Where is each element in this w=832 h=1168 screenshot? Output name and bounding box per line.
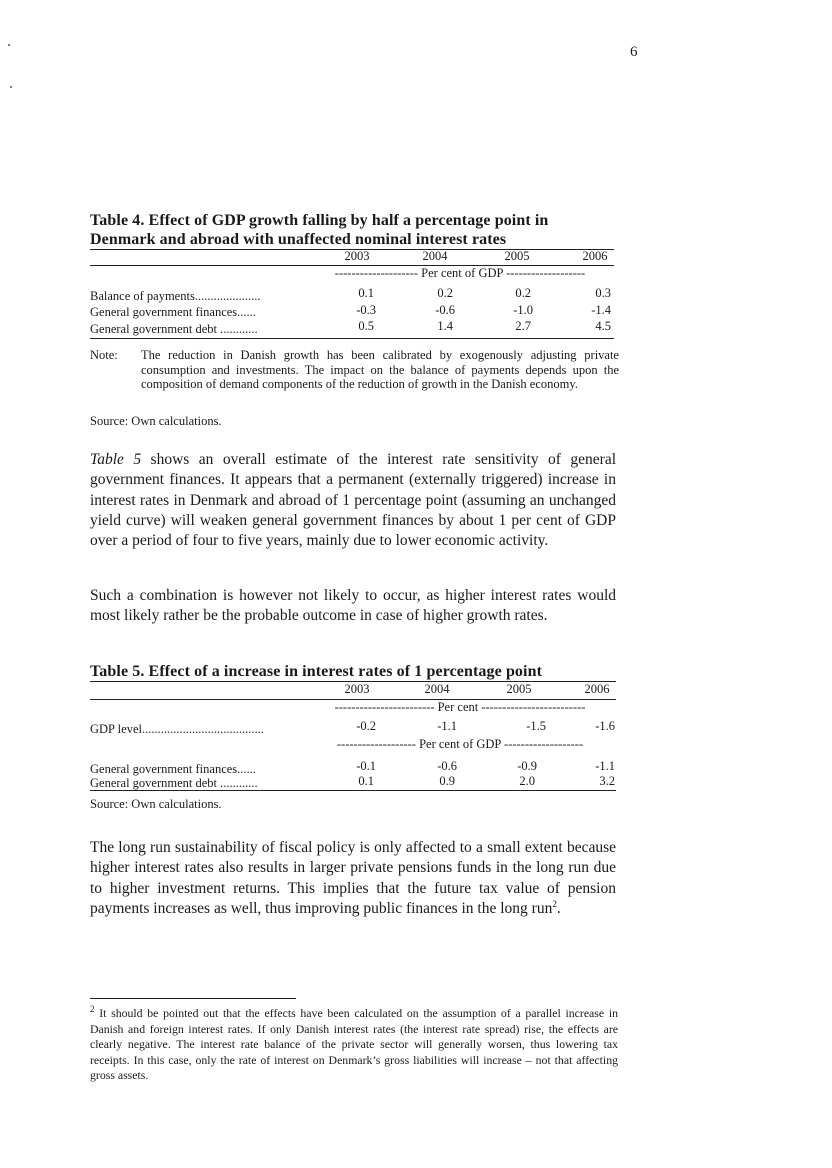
table-4-row-label: Balance of payments..................... <box>90 289 261 303</box>
table-5-cell: -0.1 <box>356 759 376 773</box>
footnote-rule <box>90 998 296 999</box>
table-4-note-label: Note: <box>90 348 118 362</box>
footnote-reference-2: 2 <box>552 898 557 909</box>
table-4-cell: -1.0 <box>513 303 533 317</box>
table-4-year-header: 2003 <box>344 249 370 263</box>
table-5-row-label: General government finances...... <box>90 762 256 776</box>
table-4-cell: 0.5 <box>358 319 374 333</box>
body-paragraph-1-text: shows an overall estimate of the interest rate sensitivity of general government finances. It appears that a permanent (externally triggered) increase in interest rates in Denmark and abroad of 1 percentage point (assuming an unchanged yield curve) will weaken general government finances by about 1 per cent of GDP over a period of four to five years, mainly due to lower economic activity. <box>90 451 617 550</box>
table-5-cell: 0.9 <box>439 774 455 788</box>
table-4-note-text: The reduction in Danish growth has been calibrated by exogenously adjusting private consumption and investments. The impact on the balance of payments depends upon the composition of demand components of the reduction of growth in the Danish economy. <box>141 348 619 391</box>
table-5-cell: -1.1 <box>437 719 457 733</box>
table-5-year-header: 2004 <box>424 682 450 696</box>
table-4-cell: 0.2 <box>515 286 531 300</box>
table-4-cell: 2.7 <box>515 319 531 333</box>
scan-speck <box>8 44 10 46</box>
table-5-unit-label-per-cent: ------------------------ Per cent ------------------------- <box>334 700 586 714</box>
table-5-cell: 0.1 <box>358 774 374 788</box>
table-5-unit-label-per-cent-of-gdp: ------------------- Per cent of GDP ------------------- <box>336 737 584 751</box>
table-5-year-header: 2005 <box>506 682 532 696</box>
table-4-cell: 0.3 <box>595 286 611 300</box>
footnote-2 <box>90 1006 618 1084</box>
table-5-bottom-rule <box>90 790 616 791</box>
table-4-unit-label: -------------------- Per cent of GDP ------------------- <box>334 266 586 280</box>
table-5-cell: -1.6 <box>595 719 615 733</box>
table-4-title-line-2: Denmark and abroad with unaffected nominal interest rates <box>90 231 507 248</box>
table-5-reference: Table 5 <box>90 451 142 468</box>
table-4-title-line-1: Table 4. Effect of GDP growth falling by half a percentage point in <box>90 212 549 229</box>
footnote-text: It should be pointed out that the effects have been calculated on the assumption of a parallel increase in Danish and foreign interest rates. If only Danish interest rates (the interest rate spread) rise, the effects are clearly negative. The interest rate balance of the private sector will generally worsen, thus lowering tax receipts. In this case, only the rate of interest on Denmark’s gross liabilities will increase – not that affecting gross assets. <box>90 1006 618 1082</box>
table-5-cell: 3.2 <box>599 774 615 788</box>
table-4-cell: -1.4 <box>591 303 611 317</box>
table-5-cell: -1.1 <box>595 759 615 773</box>
table-5-row-label: General government debt ............ <box>90 776 258 790</box>
table-4-source: Source: Own calculations. <box>90 414 222 428</box>
table-5-title: Table 5. Effect of a increase in interest rates of 1 percentage point <box>90 663 543 680</box>
table-4-row-label: General government debt ............ <box>90 322 258 336</box>
table-4-year-header: 2006 <box>582 249 608 263</box>
table-4-cell: -0.3 <box>356 303 376 317</box>
table-4-year-header: 2005 <box>504 249 530 263</box>
table-5-cell: -0.9 <box>517 759 537 773</box>
table-4-cell: -0.6 <box>435 303 455 317</box>
table-5-year-header: 2006 <box>584 682 610 696</box>
table-5-year-header: 2003 <box>344 682 370 696</box>
scan-speck <box>10 86 12 88</box>
footnote-mark: 2 <box>90 1004 95 1015</box>
table-5-cell: -0.6 <box>437 759 457 773</box>
table-5-source: Source: Own calculations. <box>90 797 222 811</box>
body-paragraph-3 <box>90 838 616 919</box>
table-4-row-label: General government finances...... <box>90 305 256 319</box>
page-number: 6 <box>630 44 638 60</box>
table-4-cell: 1.4 <box>437 319 453 333</box>
table-5-cell: 2.0 <box>519 774 535 788</box>
body-paragraph-3-text: The long run sustainability of fiscal policy is only affected to a small extent because higher interest rates also results in larger private pensions funds in the long run due to higher investment returns. This implies that the future tax value of pension payments increases as well, thus improving public finances in the long run <box>90 839 616 917</box>
table-4-year-header: 2004 <box>422 249 448 263</box>
body-paragraph-1 <box>90 450 616 551</box>
table-4-cell: 4.5 <box>595 319 611 333</box>
table-5-cell: -1.5 <box>526 719 546 733</box>
table-4-bottom-rule <box>90 338 614 339</box>
body-paragraph-3-end: . <box>556 899 561 917</box>
table-4-cell: 0.1 <box>358 286 374 300</box>
body-paragraph-2: Such a combination is however not likely to occur, as higher interest rates would most likely rather be the probable outcome in case of higher growth rates. <box>90 587 616 625</box>
table-4-cell: 0.2 <box>437 286 453 300</box>
table-5-cell: -0.2 <box>356 719 376 733</box>
table-5-row-label: GDP level....................................... <box>90 722 264 736</box>
